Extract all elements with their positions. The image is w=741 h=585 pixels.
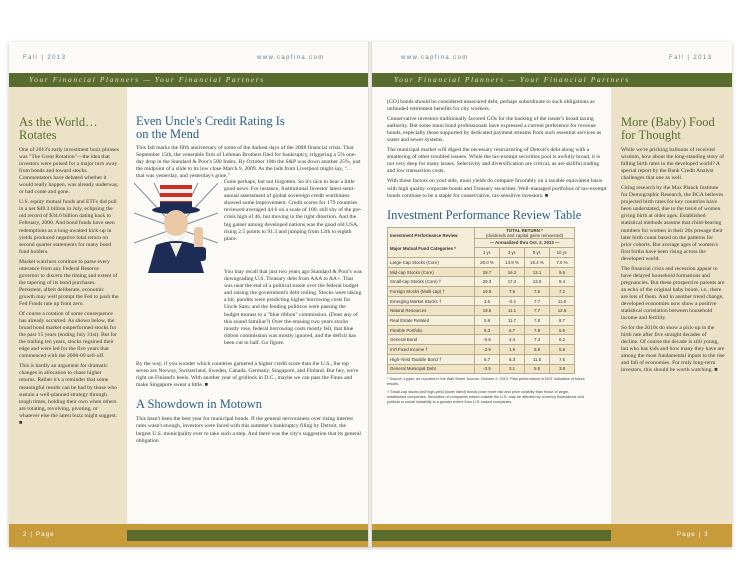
table-cell-value: 12.5: [550, 306, 575, 316]
table-row-category: General Bond: [388, 335, 475, 345]
table-category-label: Major Mutual Fund Categories *: [390, 246, 456, 252]
table-cell-value: 19.9: [475, 287, 500, 297]
table-row: [388, 325, 575, 335]
table-cell-value: 3.5: [475, 296, 500, 306]
right-tagline: Your Financial Planners — Your Financial Partners: [394, 75, 630, 84]
table-row-category: Mid-cap Stocks (Core): [388, 267, 475, 277]
right-footer-band: [372, 530, 611, 541]
left-sidebar-content: [19, 116, 119, 430]
right-sidebar-content: [621, 116, 725, 377]
table-row-category: Emerging Market Stocks †: [388, 296, 475, 306]
article-motown-title: A Showdown in Motown: [136, 397, 263, 412]
table-risk-note: † Small-cap stocks and high-yield (lower rated) bonds pose more risk and price volatility than those of larger, established companies. Securities of companies based outside the U.S. may be affected by currency fluctuations and political or social instability to a greater extent than U.S.-based companies.: [387, 390, 584, 405]
table-cell-value: 7.7: [525, 296, 550, 306]
table-header-left: [388, 227, 475, 257]
table-row: [388, 354, 575, 364]
table-cell-value: 11.7: [500, 316, 525, 326]
table-cell-value: -2.9: [475, 345, 500, 355]
left-sidebar-paragraph: U.S. equity mutual funds and ETFs did pull in a net $40.3 billion in July, eclipsing the old record of $34.6 billion dating back to February, 2000. And bond funds have seen redemptions as a long-awaited kick-up in yields produced negative total return on second quarter statements for many bond fund holders.: [19, 199, 117, 255]
table-col-header: 3 yr.: [500, 248, 525, 258]
newsletter-spread: [9, 42, 732, 547]
table-col-header: 1 yr.: [475, 248, 500, 258]
left-footer-band: [127, 530, 368, 541]
table-cell-value: 5.8: [475, 316, 500, 326]
right-page-number: Page | 3: [677, 532, 709, 538]
table-row: [388, 335, 575, 345]
table-row-category: Large-Cap Stocks (Core): [388, 257, 475, 267]
table-header-total: [475, 227, 575, 238]
table-cell-value: 29.3: [475, 277, 500, 287]
left-sidebar-paragraph: One of 2013's early investment buzz phrases was "The Great Rotation"—the idea that investors were poised for a major turn away from bonds and toward stocks. Commentators have debated whether it would really happen, was already underway, or had come and gone.: [19, 147, 119, 196]
table-row-category: Natural Resources: [388, 306, 475, 316]
left-season: Fall | 2013: [23, 55, 67, 61]
table-col-header: 10 yr.: [550, 248, 575, 258]
motown-continued: (GO) bonds should be considered unsecured debt, perhaps subordinate to such obligations as unfunded retirement benefits for city workers.: [387, 99, 595, 113]
table-header-total-label: TOTAL RETURN *: [506, 227, 543, 233]
left-page-number: 2 | Page: [23, 532, 55, 538]
table-cell-value: 6.7: [475, 354, 500, 364]
table-cell-value: 7.0 %: [550, 257, 575, 267]
right-sidebar-paragraph: Citing research by the Max Planck Institute for Demographic Research, the BCA believes projected birth rates for key countries have been understated, due to the trend of women giving birth at older ages. Established statistical methods assume that child-bearing numbers for women in their 20s presage their later birth count based on the patterns for prior cohorts. But average ages of women's first births have been rising across the developed world.: [621, 185, 724, 262]
article-credit-rating: [136, 115, 362, 448]
table-cell-value: 6.3: [500, 354, 525, 364]
table-cell-value: 8.7: [550, 316, 575, 326]
table-row: [388, 267, 575, 277]
table-cell-value: -3.5: [475, 364, 500, 374]
performance-table-title: Investment Performance Review Table: [387, 207, 582, 222]
table-row: [388, 257, 575, 267]
table-cell-value: 6.7: [500, 325, 525, 335]
table-header-title: Investment Performance Review: [390, 233, 458, 239]
table-cell-value: 4.4: [500, 335, 525, 345]
table-cell-value: 1.6: [500, 345, 525, 355]
motown-continued: The municipal market will digest the necessary restructuring of Detroit's debt along with a smattering of other troubled issuers. While the tax-exempt securities pool is awfully broad, it is not very deep for many issues. Selectivity and diversification are critical, as are skillful trading and low transaction costs.: [387, 147, 601, 175]
right-sidebar-paragraph: While we're pricking balloons of received wisdom, how about the long-standing story of falling birth rates in the developed world? A special report by the Bank Credit Analyst challenges that one as well.: [621, 147, 725, 182]
table-cell-value: 3.1: [500, 364, 525, 374]
table-cell-value: 7.8: [525, 325, 550, 335]
left-tagline: Your Financial Planners — Your Financial Partners: [29, 75, 265, 84]
table-row-category: Flexible Portfolio: [388, 325, 475, 335]
table-col-header: 5 yr.: [525, 248, 550, 258]
left-sidebar-paragraph: Of course a rotation of some consequence has already occurred. As shown below, the broad bond market outperformed stocks for the past 15 years (ending July 31st). But for the trailing ten years, stocks regained their edge and were led for the five years that commenced with the 2008-09 sell-off.: [19, 311, 118, 360]
table-cell-value: 5.8: [550, 345, 575, 355]
article-credit-rating-closing: By the way, if you wonder which countries garnered a higher credit score than the U.S., the top seven are Norway, Switzerland, Sweden, Canada, Germany, Singapore, and Finland. But hey, we're right on Finland's heels. With another year of gridlock in D.C., maybe we can pass the Finns and make Singapore sweat a little. ■: [136, 361, 359, 389]
article-credit-rating-wrap2-lead: You may recall that just two years ago Standard & Poor's was downgrading U.S. Treasury debt from AAA to AA+. That was near the end of a political tussle over the federal budget and raising the government's debt ceiling. Stocks were taking a hit, pundits were predicting higher borrowing costs for Uncle Sam; and the feuding politicos were passing the budget morass to a "blue ribbon" commission. (Does any of this sound familiar?) Over the ensuing two years stocks mostly rose, federal borrowing costs mostly fell, that blue ribbon commission was mostly ignored, and the deficit has been cut in half. Go figure.: [224, 269, 362, 346]
left-sidebar-title: As the World… Rotates: [19, 115, 98, 142]
left-footer: [9, 524, 368, 547]
table-row-category: High-Yield Taxable Bond †: [388, 354, 475, 364]
table-cell-value: 7.3: [525, 335, 550, 345]
table-row: [388, 316, 575, 326]
table-cell-value: -0.6: [475, 335, 500, 345]
table-row: [388, 345, 575, 355]
article-credit-rating-title: Even Uncle's Credit Rating Is on the Mend: [136, 114, 285, 141]
table-row: [388, 306, 575, 316]
table-cell-value: 7.5: [550, 354, 575, 364]
right-url[interactable]: www.capfina.com: [401, 55, 469, 61]
page-gutter: [368, 42, 372, 547]
right-sidebar-paragraph: So for the 2010s do show a pick-up in the birth rate after five straight decades of decline. Of course the decade is still young, but who has kids and how many they have are among the most fundamental inputs to the rise and fall of economies. For truly long-term investors, this should be worth watching. ■: [621, 325, 725, 374]
right-season: Fall | 2013: [669, 55, 713, 61]
right-main-column: [387, 99, 607, 405]
table-cell-value: 19.6: [475, 306, 500, 316]
table-cell-value: -0.4: [500, 296, 525, 306]
table-cell-value: 7.6: [525, 287, 550, 297]
table-cell-value: 6.2: [550, 335, 575, 345]
table-row-category: General Municipal Debt: [388, 364, 475, 374]
left-sidebar-paragraph: This is hardly an argument for dramatic changes in allocation to chase higher returns. Rather it's a reminder that some meaningful results can be had by those who sustain a well-planned strategy through tough times, holding their own when others are rotating, revolving, pivoting, or whatever else the latest buzz might suggest. ■: [19, 363, 118, 426]
table-source-note: * Source: Lipper, as reported in the Wall Street Journal, October 2, 2013. Past performance is NOT indicative of future results.: [387, 377, 585, 387]
left-sidebar-paragraph: Market watchers continue to parse every utterance from any Federal Reserve governor to discern the timing and extent of the tapering of its bond purchases. Persistent, albeit deliberate, economic growth may well prompt the Fed to push the Fed Funds rate up from zero.: [19, 258, 119, 307]
uncle-sam-illustration: [134, 183, 218, 273]
table-row-category: Small-cap Stocks (Core) †: [388, 277, 475, 287]
article-credit-rating-wrap: Gone perhaps, but not forgotten. So it's nice to hear a little good news. For instance, Institutional Investor latest semi-annual assessment of global sovereign credit worthiness showed some improvement. Credit scores for 179 countries reviewed averaged 44.6 on a scale of 100, still shy of the pre-crisis high of 46, but moving in the right direction. And the big gainer among developed nations was the good old USA, rising 2.5 points to 91.3 and jumping from 12th to eighth place.: [224, 179, 362, 242]
table-row-category: Real Estate Related: [388, 316, 475, 326]
table-cell-value: 28.7: [475, 267, 500, 277]
left-tagline-band: [9, 73, 368, 87]
performance-table-body: [388, 257, 575, 373]
table-cell-value: 7.7: [525, 306, 550, 316]
table-cell-value: 11.5: [525, 354, 550, 364]
right-sidebar-paragraph: The financial crisis and recession appear to have delayed household formations and pregnancies. But these prospective parents are an echo of the original baby boom, i.e., there are lots of them. And in another trend change, developed economies now show a positive statistical correlation between household income and fertility.: [621, 265, 725, 322]
table-cell-value: 6.5: [550, 325, 575, 335]
table-cell-value: 7.2: [550, 287, 575, 297]
table-cell-value: 14.9 %: [500, 257, 525, 267]
table-cell-value: 13.1: [525, 267, 550, 277]
table-cell-value: 7.8: [525, 316, 550, 326]
article-credit-rating-intro: This fall marks the fifth anniversary of some of the darkest days of the 2008 financial crisis. That September 15th, the venerable firm of Lehman Brothers filed for bankruptcy, triggering a 5% one-day drop in the Standard & Poor's 500 Index. By October 10th the S&P was down another 25%, just the midpoint of a slide to its low close March 9, 2009. As the lads from Liverpool might say, "… that was yesterday, and yesterday's gone.": [136, 145, 361, 180]
right-footer: [372, 524, 732, 547]
table-row: [388, 364, 575, 374]
table-cell-value: 5.3: [475, 325, 500, 335]
table-row: [388, 296, 575, 306]
performance-table: [387, 227, 575, 375]
left-url[interactable]: www.capfina.com: [257, 55, 325, 61]
table-cell-value: 11.1: [500, 306, 525, 316]
table-cell-value: 20.0 %: [475, 257, 500, 267]
table-cell-value: 5.8: [525, 345, 550, 355]
table-cell-value: 7.6: [500, 287, 525, 297]
table-row-category: Int'l Fixed Income †: [388, 345, 475, 355]
table-cell-value: 9.5: [550, 267, 575, 277]
uncle-sam-icon: [134, 183, 218, 273]
article-motown-text: This hasn't been the best year for municipal bonds. If the general nervousness over rising interest rates wasn't enough, investors were faced with this summer's bankruptcy filing by Detroit, the largest U.S. municipality ever to take such a step. And there was the city's suggestion that its general obligation: [136, 416, 361, 444]
table-cell-value: 11.6: [550, 296, 575, 306]
table-cell-value: 9.4: [550, 277, 575, 287]
table-header-period: — Annualized thru Oct. 2, 2013 —: [475, 238, 575, 248]
table-cell-value: 17.2: [500, 277, 525, 287]
motown-continued: Conservative investors traditionally favored GOs for the backing of the issuer's broad taxing authority. But some muni bond professionals have expressed a current preference for revenue bonds, especially those supported by dedicated payment streams from such essential services as water and sewer systems.: [387, 116, 602, 144]
table-cell-value: 10.4 %: [525, 257, 550, 267]
table-row-category: Foreign Stocks (Multi-cap) †: [388, 287, 475, 297]
right-sidebar-title: More (Baby) Food for Thought: [621, 115, 715, 142]
table-cell-value: 3.8: [550, 364, 575, 374]
motown-continued: With those factors on your side, muni yields do compare favorably on a taxable equivalent basis with high quality corporate bonds and Treasury securities. Well-managed portfolios of tax-exempt bonds continue to be a staple for conservative, tax-sensitive investors. ■: [387, 178, 607, 199]
right-tagline-band: [372, 73, 732, 87]
table-cell-value: 13.0: [525, 277, 550, 287]
table-header-total-sub: (dividends and capital gains reinvested): [485, 232, 564, 238]
table-cell-value: 16.2: [500, 267, 525, 277]
table-row: [388, 277, 575, 287]
table-row: [388, 287, 575, 297]
table-cell-value: 5.6: [525, 364, 550, 374]
